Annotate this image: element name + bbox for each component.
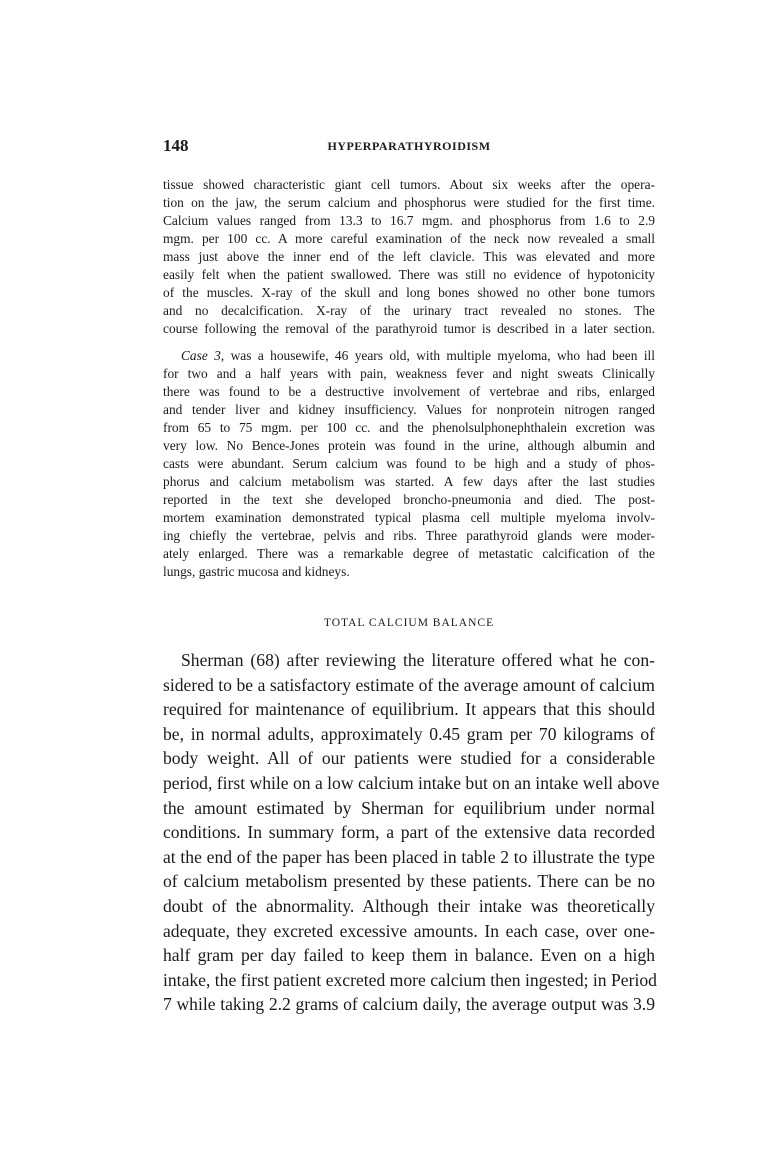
text-line: mgm. per 100 cc. A more careful examination of the neck now revealed a small [163,231,655,246]
text-line: Sherman (68) after reviewing the literature offered what he con- [181,650,655,670]
text-line [163,347,655,365]
text-line: easily felt when the patient swallowed. There was still no evidence of hypotonicity [163,267,655,282]
text-line: reported in the text she developed broncho-pneumonia and died. The post- [163,492,655,507]
text-line: mortem examination demonstrated typical plasma cell multiple myeloma involv- [163,510,655,525]
text-line: at the end of the paper has been placed in table 2 to illustrate the type [163,846,655,867]
text-line: for two and a half years with pain, weakness fever and night sweats Clinically [163,366,655,381]
text-line: tissue showed characteristic giant cell tumors. About six weeks after the opera- [163,177,655,192]
text-line: tion on the jaw, the serum calcium and phosphorus were studied for the first time. [163,195,655,210]
text-line: conditions. In summary form, a part of the extensive data recorded [163,822,655,843]
section-heading: TOTAL CALCIUM BALANCE [323,617,495,629]
page-number: 148 [163,136,189,155]
text-line: body weight. All of our patients were studied for a considerable [163,748,655,769]
text-line: adequate, they excreted excessive amounts. In each case, over one- [163,920,655,941]
text-line: lungs, gastric mucosa and kidneys. [163,564,350,579]
text-line: period, first while on a low calcium intake but on an intake well above [163,772,660,793]
text-line: ing chiefly the vertebrae, pelvis and ribs. Three parathyroid glands were moder- [163,528,655,543]
text-line: be, in normal adults, approximately 0.45 gram per 70 kilograms of [163,723,655,744]
text-line: intake, the first patient excreted more calcium then ingested; in Period [163,969,657,990]
page-header [163,136,655,158]
text-line: 7 while taking 2.2 grams of calcium daily, the average output was 3.9 [163,994,655,1015]
text-line: the amount estimated by Sherman for equilibrium under normal [163,797,655,818]
running-title: HYPERPARATHYROIDISM [327,139,491,153]
text-line: doubt of the abnormality. Although their intake was theoretically [163,895,655,916]
text-line: mass just above the inner end of the left clavicle. This was elevated and more [163,249,655,264]
case-label: Case 3 [181,348,221,363]
text-line-rest: , was a housewife, 46 years old, with multiple myeloma, who had been ill [220,348,655,363]
paragraph-calcium-balance [163,648,660,1017]
text-line: very low. No Bence-Jones protein was found in the urine, although albumin and [163,438,655,453]
text-line: from 65 to 75 mgm. per 100 cc. and the phenolsulphonephthalein excretion was [163,420,655,435]
paragraph-case-3 [163,347,655,581]
text-line: of calcium metabolism presented by these patients. There can be no [163,871,655,892]
text-line: Calcium values ranged from 13.3 to 16.7 mgm. and phosphorus from 1.6 to 2.9 [163,213,655,228]
text-line: casts were abundant. Serum calcium was found to be high and a study of phos- [163,456,655,471]
text-line: required for maintenance of equilibrium. It appears that this should [163,699,655,720]
text-line: ately enlarged. There was a remarkable degree of metastatic calcification of the [163,546,655,561]
text-line: of the muscles. X-ray of the skull and long bones showed no other bone tumors [163,285,655,300]
text-line: and tender liver and kidney insufficiency. Values for nonprotein nitrogen ranged [163,402,655,417]
text-line: and no decalcification. X-ray of the urinary tract revealed no stones. The [163,303,655,318]
text-line: course following the removal of the parathyroid tumor is described in a later section. [163,321,655,336]
text-line: phorus and calcium metabolism was started. A few days after the last studies [163,474,655,489]
text-line: there was found to be a destructive involvement of vertebrae and ribs, enlarged [163,384,655,399]
text-line: half gram per day failed to keep them in balance. Even on a high [163,945,655,966]
paragraph-case-2-continued [163,176,655,338]
text-line: sidered to be a satisfactory estimate of the average amount of calcium [163,674,655,695]
